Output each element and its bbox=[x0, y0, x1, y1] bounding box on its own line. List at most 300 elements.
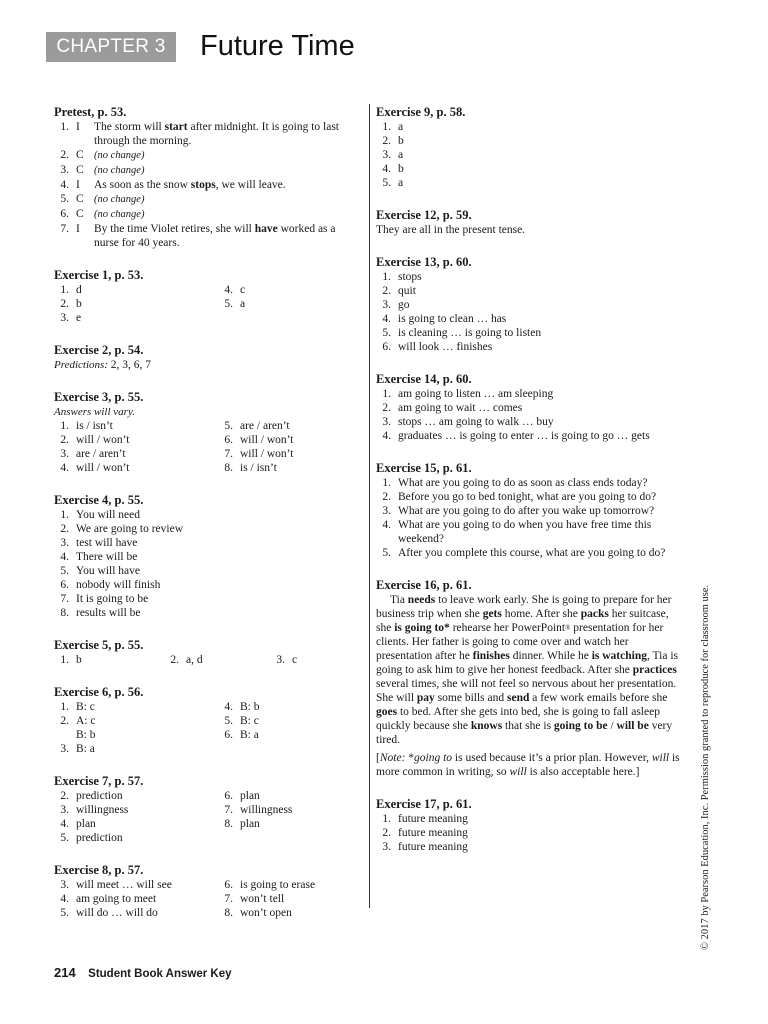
item-text: future meaning bbox=[398, 827, 468, 839]
answer-item bbox=[54, 419, 218, 433]
item-number: 5. bbox=[60, 832, 69, 844]
answer-item bbox=[54, 311, 218, 325]
exercise-6 bbox=[54, 684, 358, 756]
answer-item bbox=[218, 447, 358, 461]
item-number: 3. bbox=[60, 312, 69, 324]
text-run: rehearse her PowerPoint bbox=[449, 622, 566, 634]
answer-item bbox=[376, 326, 686, 340]
pretest-item bbox=[54, 163, 358, 178]
text-run: Tia bbox=[390, 594, 408, 606]
text-run: that she is bbox=[502, 720, 554, 732]
exercise-title: Exercise 7, p. 57. bbox=[54, 774, 144, 788]
text-run: a few work emails before she bbox=[529, 692, 668, 704]
exercise-1-answers bbox=[54, 283, 358, 325]
item-text: plan bbox=[76, 818, 96, 830]
item-text: b bbox=[76, 298, 82, 310]
item-number: 7. bbox=[224, 804, 233, 816]
item-text: a bbox=[398, 149, 404, 161]
answer-item bbox=[270, 653, 358, 667]
answer-item bbox=[376, 340, 686, 354]
text-run: presentation for her clients. Her father is going to come over and watch her presentation after he bbox=[376, 622, 664, 662]
item-text: will do … will do bbox=[76, 907, 158, 919]
item-number: 3. bbox=[276, 654, 285, 666]
text-run: (no change) bbox=[94, 150, 145, 161]
item-text: will meet … will see bbox=[76, 879, 172, 891]
item-text bbox=[94, 193, 144, 205]
text-run: will be bbox=[616, 720, 649, 732]
exercise-title: Exercise 1, p. 53. bbox=[54, 268, 144, 282]
item-number: 6. bbox=[60, 208, 69, 220]
item-text: plan bbox=[240, 818, 260, 830]
item-number: 7. bbox=[224, 448, 233, 460]
footer-label: Student Book Answer Key bbox=[88, 968, 232, 980]
item-number: 4. bbox=[224, 284, 233, 296]
answer-item bbox=[376, 134, 686, 148]
exercise-title: Exercise 8, p. 57. bbox=[54, 863, 144, 877]
exercise-title: Exercise 17, p. 61. bbox=[376, 797, 472, 811]
chapter-label: CHAPTER 3 bbox=[46, 32, 176, 62]
answer-item bbox=[54, 522, 358, 536]
answer-list bbox=[376, 476, 686, 560]
answer-item bbox=[54, 433, 218, 447]
item-number: 4. bbox=[382, 163, 391, 175]
item-number: 4. bbox=[60, 818, 69, 830]
text-run: , Tia is going to ask him to give her honest feedback. After she bbox=[376, 650, 678, 676]
exercise-9 bbox=[376, 104, 686, 190]
item-code: I bbox=[76, 179, 80, 191]
text-run: going to be bbox=[553, 720, 608, 732]
exercise-3 bbox=[54, 389, 358, 475]
text-run: very tired. bbox=[376, 720, 673, 746]
answer-list bbox=[376, 270, 686, 354]
text-run: after midnight. It is going to last through the morning. bbox=[94, 121, 339, 147]
text-run: goes bbox=[376, 706, 398, 718]
item-text: b bbox=[76, 654, 82, 666]
answer-list bbox=[376, 120, 686, 190]
text-run: , we will leave. bbox=[215, 179, 286, 191]
item-text: a bbox=[398, 177, 404, 189]
pretest-item bbox=[54, 207, 358, 222]
item-text: a bbox=[240, 298, 246, 310]
exercise-2 bbox=[54, 342, 358, 372]
item-number: 5. bbox=[382, 177, 391, 189]
answer-item bbox=[376, 162, 686, 176]
answer-column bbox=[54, 419, 218, 475]
answer-item bbox=[218, 461, 358, 475]
text-run: pay bbox=[416, 692, 435, 704]
answer-item bbox=[376, 518, 686, 546]
item-text: willingness bbox=[76, 804, 129, 816]
item-number: 3. bbox=[382, 149, 391, 161]
item-code: C bbox=[76, 149, 84, 161]
exercise-title: Exercise 16, p. 61. bbox=[376, 578, 472, 592]
pretest-section bbox=[54, 104, 358, 250]
item-number: 5. bbox=[382, 547, 391, 559]
item-text: plan bbox=[240, 790, 260, 802]
text-run: worked as a nurse for 40 years. bbox=[94, 223, 336, 249]
answer-item bbox=[218, 297, 358, 311]
item-number: 8. bbox=[224, 818, 233, 830]
answer-item bbox=[54, 728, 218, 742]
item-number: 2. bbox=[382, 402, 391, 414]
item-number: 3. bbox=[60, 537, 69, 549]
item-text: future meaning bbox=[398, 841, 468, 853]
item-number: 1. bbox=[60, 420, 69, 432]
text-run: will bbox=[651, 752, 670, 764]
answer-item bbox=[54, 742, 218, 756]
item-text: It is going to be bbox=[76, 593, 149, 605]
answer-text: They are all in the present tense. bbox=[376, 224, 526, 236]
item-text: will / won’t bbox=[76, 462, 130, 474]
answer-column bbox=[218, 419, 358, 475]
exercise-title: Exercise 14, p. 60. bbox=[376, 372, 472, 386]
item-text: are / aren’t bbox=[240, 420, 290, 432]
item-number: 2. bbox=[382, 827, 391, 839]
left-column bbox=[54, 104, 358, 937]
item-number: 3. bbox=[382, 299, 391, 311]
item-number: 3. bbox=[382, 505, 391, 517]
item-text: b bbox=[398, 135, 404, 147]
item-text bbox=[94, 223, 336, 249]
text-run: some bills and bbox=[434, 692, 507, 704]
text-run: By the time Violet retires, she will bbox=[94, 223, 255, 235]
answer-item bbox=[218, 906, 358, 920]
answer-item bbox=[218, 817, 358, 831]
text-run: (no change) bbox=[94, 209, 145, 220]
item-text: B: c bbox=[76, 701, 95, 713]
text-run: to leave work early. She is going to prepare for her business trip when she bbox=[376, 594, 672, 620]
item-number: 2. bbox=[382, 135, 391, 147]
text-run: to bed. After she gets into bed, she is going to fall asleep quickly because she bbox=[376, 706, 660, 732]
item-text: go bbox=[398, 299, 410, 311]
answer-item bbox=[376, 284, 686, 298]
page-footer bbox=[54, 964, 232, 982]
answer-item bbox=[376, 401, 686, 415]
answer-item bbox=[54, 817, 218, 831]
answer-column bbox=[218, 878, 358, 920]
answer-item bbox=[54, 789, 218, 803]
answer-item bbox=[376, 415, 686, 429]
text-run: is more common in writing, so bbox=[376, 752, 680, 778]
text-run: The storm will bbox=[94, 121, 165, 133]
answer-item bbox=[376, 120, 686, 134]
pretest-item bbox=[54, 192, 358, 207]
item-number: 5. bbox=[60, 907, 69, 919]
item-text: B: a bbox=[240, 729, 259, 741]
answer-item bbox=[54, 653, 164, 667]
item-text: c bbox=[292, 654, 298, 666]
item-number: 1. bbox=[60, 701, 69, 713]
pretest-item bbox=[54, 178, 358, 192]
item-text: B: c bbox=[240, 715, 259, 727]
item-text bbox=[94, 149, 144, 161]
item-number: 8. bbox=[224, 907, 233, 919]
item-text: prediction bbox=[76, 790, 123, 802]
text-run: / bbox=[607, 720, 617, 732]
item-number: 6. bbox=[382, 341, 391, 353]
item-number: 2. bbox=[382, 285, 391, 297]
exercise-title: Exercise 2, p. 54. bbox=[54, 343, 144, 357]
item-text: e bbox=[76, 312, 82, 324]
item-number: 2. bbox=[60, 434, 69, 446]
item-text: We are going to review bbox=[76, 523, 184, 535]
item-text: What are you going to do as soon as class ends today? bbox=[398, 477, 648, 489]
answer-item bbox=[376, 504, 686, 518]
item-text: What are you going to do when you have free time this weekend? bbox=[398, 519, 652, 545]
item-number: 3. bbox=[60, 448, 69, 460]
item-text: are / aren’t bbox=[76, 448, 126, 460]
exercise-12 bbox=[376, 207, 686, 237]
exercise-title: Exercise 4, p. 55. bbox=[54, 493, 144, 507]
exercise-title: Exercise 13, p. 60. bbox=[376, 255, 472, 269]
answer-item bbox=[54, 892, 218, 906]
answer-item bbox=[54, 878, 218, 892]
item-number: 4. bbox=[224, 701, 233, 713]
item-number: 4. bbox=[382, 430, 391, 442]
item-text: is / isn’t bbox=[240, 462, 277, 474]
exercise-4 bbox=[54, 492, 358, 620]
note-label: Predictions: bbox=[54, 359, 108, 371]
item-number: 7. bbox=[224, 893, 233, 905]
item-number: 5. bbox=[60, 565, 69, 577]
item-number: 1. bbox=[382, 813, 391, 825]
text-run: [ bbox=[376, 752, 380, 764]
copyright-notice: © 2017 by Pearson Education, Inc. Permission granted to reproduce for classroom use. bbox=[700, 584, 711, 950]
item-text bbox=[94, 179, 286, 191]
item-text: You will have bbox=[76, 565, 141, 577]
answer-column bbox=[54, 878, 218, 920]
text-run: practices bbox=[632, 664, 677, 676]
item-text: a, d bbox=[186, 654, 203, 666]
answer-item bbox=[376, 826, 686, 840]
item-text: am going to wait … comes bbox=[398, 402, 523, 414]
text-run: send bbox=[507, 692, 530, 704]
text-run: will bbox=[509, 766, 527, 778]
item-text: c bbox=[240, 284, 246, 296]
chapter-title: Future Time bbox=[200, 30, 355, 62]
item-number: 3. bbox=[60, 879, 69, 891]
answer-item bbox=[54, 906, 218, 920]
column-divider bbox=[369, 104, 370, 908]
item-number: 1. bbox=[60, 654, 69, 666]
exercise-1 bbox=[54, 267, 358, 325]
item-text: will / won’t bbox=[240, 434, 294, 446]
text-run: As soon as the snow bbox=[94, 179, 191, 191]
item-text: future meaning bbox=[398, 813, 468, 825]
item-text: B: b bbox=[76, 729, 96, 741]
exercise-7 bbox=[54, 773, 358, 845]
text-run: ® bbox=[565, 624, 571, 632]
answer-item bbox=[376, 840, 686, 854]
exercise-5 bbox=[54, 637, 358, 667]
item-number: 3. bbox=[60, 743, 69, 755]
item-text: quit bbox=[398, 285, 416, 297]
text-run: needs bbox=[407, 594, 436, 606]
answer-column bbox=[218, 700, 358, 756]
answer-item bbox=[54, 831, 218, 845]
item-number: 1. bbox=[60, 284, 69, 296]
exercise-16-paragraph bbox=[376, 593, 686, 747]
answer-column bbox=[54, 789, 218, 845]
text-run: is going to* bbox=[394, 622, 450, 634]
text-run: is watching bbox=[591, 650, 647, 662]
answer-item bbox=[54, 461, 218, 475]
answer-item bbox=[54, 447, 218, 461]
answer-column bbox=[218, 789, 358, 845]
item-text: will look … finishes bbox=[398, 341, 493, 353]
text-run: is used because it’s a prior plan. However, bbox=[452, 752, 652, 764]
item-number: 4. bbox=[60, 462, 69, 474]
item-text: B: b bbox=[240, 701, 260, 713]
item-number: 7. bbox=[60, 593, 69, 605]
answer-item bbox=[54, 700, 218, 714]
answer-item bbox=[376, 546, 686, 560]
item-number: 2. bbox=[60, 298, 69, 310]
exercise-17 bbox=[376, 796, 686, 854]
exercise-title: Exercise 9, p. 58. bbox=[376, 105, 466, 119]
answer-item bbox=[218, 700, 358, 714]
text-run: is also acceptable here.] bbox=[526, 766, 640, 778]
answer-item bbox=[376, 476, 686, 490]
item-number: 6. bbox=[60, 579, 69, 591]
item-number: 3. bbox=[60, 804, 69, 816]
item-number: 5. bbox=[60, 193, 69, 205]
exercise-16 bbox=[376, 577, 686, 779]
item-text: d bbox=[76, 284, 82, 296]
item-number: 3. bbox=[60, 164, 69, 176]
text-run: home. After she bbox=[501, 608, 581, 620]
item-number: 1. bbox=[382, 121, 391, 133]
item-text: b bbox=[398, 163, 404, 175]
item-code: C bbox=[76, 208, 84, 220]
item-number: 7. bbox=[60, 223, 69, 235]
item-text: won’t tell bbox=[240, 893, 285, 905]
item-text: will / won’t bbox=[76, 434, 130, 446]
text-run: finishes bbox=[472, 650, 510, 662]
exercise-note: Answers will vary. bbox=[54, 406, 135, 418]
text-run: packs bbox=[580, 608, 609, 620]
item-text: After you complete this course, what are you going to do? bbox=[398, 547, 666, 559]
item-number: 2. bbox=[60, 523, 69, 535]
item-text: A: c bbox=[76, 715, 96, 727]
answer-item bbox=[54, 508, 358, 522]
item-number: 5. bbox=[224, 715, 233, 727]
exercise-title: Exercise 6, p. 56. bbox=[54, 685, 144, 699]
item-text: won’t open bbox=[240, 907, 292, 919]
exercise-8-answers bbox=[54, 878, 358, 920]
pretest-title: Pretest, p. 53. bbox=[54, 105, 127, 119]
item-text bbox=[94, 208, 144, 220]
item-number: 6. bbox=[224, 434, 233, 446]
item-text: prediction bbox=[76, 832, 123, 844]
item-text: is going to erase bbox=[240, 879, 316, 891]
item-text: willingness bbox=[240, 804, 293, 816]
exercise-14 bbox=[376, 371, 686, 443]
item-number: 4. bbox=[382, 313, 391, 325]
item-code: C bbox=[76, 164, 84, 176]
answer-item bbox=[218, 892, 358, 906]
answer-item bbox=[54, 803, 218, 817]
answer-column bbox=[54, 283, 218, 325]
pretest-item bbox=[54, 148, 358, 163]
right-column bbox=[376, 104, 686, 871]
exercise-note bbox=[54, 358, 358, 372]
text-run: (no change) bbox=[94, 194, 145, 205]
text-run: (no change) bbox=[94, 165, 145, 176]
answer-item bbox=[54, 592, 358, 606]
answer-column bbox=[54, 700, 218, 756]
item-text: stops … am going to walk … buy bbox=[398, 416, 554, 428]
item-number: 5. bbox=[382, 327, 391, 339]
item-text: graduates … is going to enter … is going to go … gets bbox=[398, 430, 650, 442]
text-run: her suitcase, she bbox=[376, 608, 669, 634]
item-number: 2. bbox=[170, 654, 179, 666]
item-number: 1. bbox=[60, 121, 69, 133]
item-text: What are you going to do after you wake up tomorrow? bbox=[398, 505, 655, 517]
item-number: 6. bbox=[224, 729, 233, 741]
note-value: 2, 3, 6, 7 bbox=[110, 359, 151, 371]
item-text: will / won’t bbox=[240, 448, 294, 460]
item-text: nobody will finish bbox=[76, 579, 161, 591]
item-number: 1. bbox=[382, 271, 391, 283]
exercise-6-answers bbox=[54, 700, 358, 756]
item-number: 4. bbox=[382, 519, 391, 531]
item-text bbox=[94, 121, 339, 147]
text-run: gets bbox=[482, 608, 502, 620]
page-number: 214 bbox=[54, 965, 76, 980]
item-text: stops bbox=[398, 271, 422, 283]
answer-item bbox=[376, 270, 686, 284]
exercise-title: Exercise 5, p. 55. bbox=[54, 638, 144, 652]
answer-item bbox=[164, 653, 270, 667]
text-run: several times, she will not feel so nervous about her presentation. She will bbox=[376, 678, 677, 704]
item-number: 2. bbox=[60, 149, 69, 161]
answer-column bbox=[218, 283, 358, 325]
answer-item bbox=[218, 728, 358, 742]
text-run: have bbox=[254, 223, 278, 235]
exercise-16-note bbox=[376, 751, 686, 779]
pretest-item bbox=[54, 222, 358, 250]
answer-item bbox=[376, 387, 686, 401]
answer-item bbox=[376, 490, 686, 504]
answer-item bbox=[218, 419, 358, 433]
item-number: 1. bbox=[382, 477, 391, 489]
answer-item bbox=[54, 536, 358, 550]
exercise-title: Exercise 3, p. 55. bbox=[54, 390, 144, 404]
answer-item bbox=[54, 606, 358, 620]
answer-item bbox=[218, 714, 358, 728]
item-number: 6. bbox=[224, 790, 233, 802]
item-code: I bbox=[76, 121, 80, 133]
answer-item bbox=[54, 297, 218, 311]
text-run: Note: bbox=[379, 752, 406, 764]
exercise-title: Exercise 12, p. 59. bbox=[376, 208, 472, 222]
answer-item bbox=[218, 878, 358, 892]
item-number: 3. bbox=[382, 841, 391, 853]
item-text: is cleaning … is going to listen bbox=[398, 327, 542, 339]
exercise-7-answers bbox=[54, 789, 358, 845]
answer-item bbox=[376, 176, 686, 190]
item-text: There will be bbox=[76, 551, 138, 563]
answer-item bbox=[54, 578, 358, 592]
item-number: 8. bbox=[60, 607, 69, 619]
item-text: am going to listen … am sleeping bbox=[398, 388, 554, 400]
item-number: 1. bbox=[382, 388, 391, 400]
item-text: Before you go to bed tonight, what are you going to do? bbox=[398, 491, 657, 503]
item-number: 1. bbox=[60, 509, 69, 521]
exercise-3-answers bbox=[54, 419, 358, 475]
item-number: 2. bbox=[382, 491, 391, 503]
